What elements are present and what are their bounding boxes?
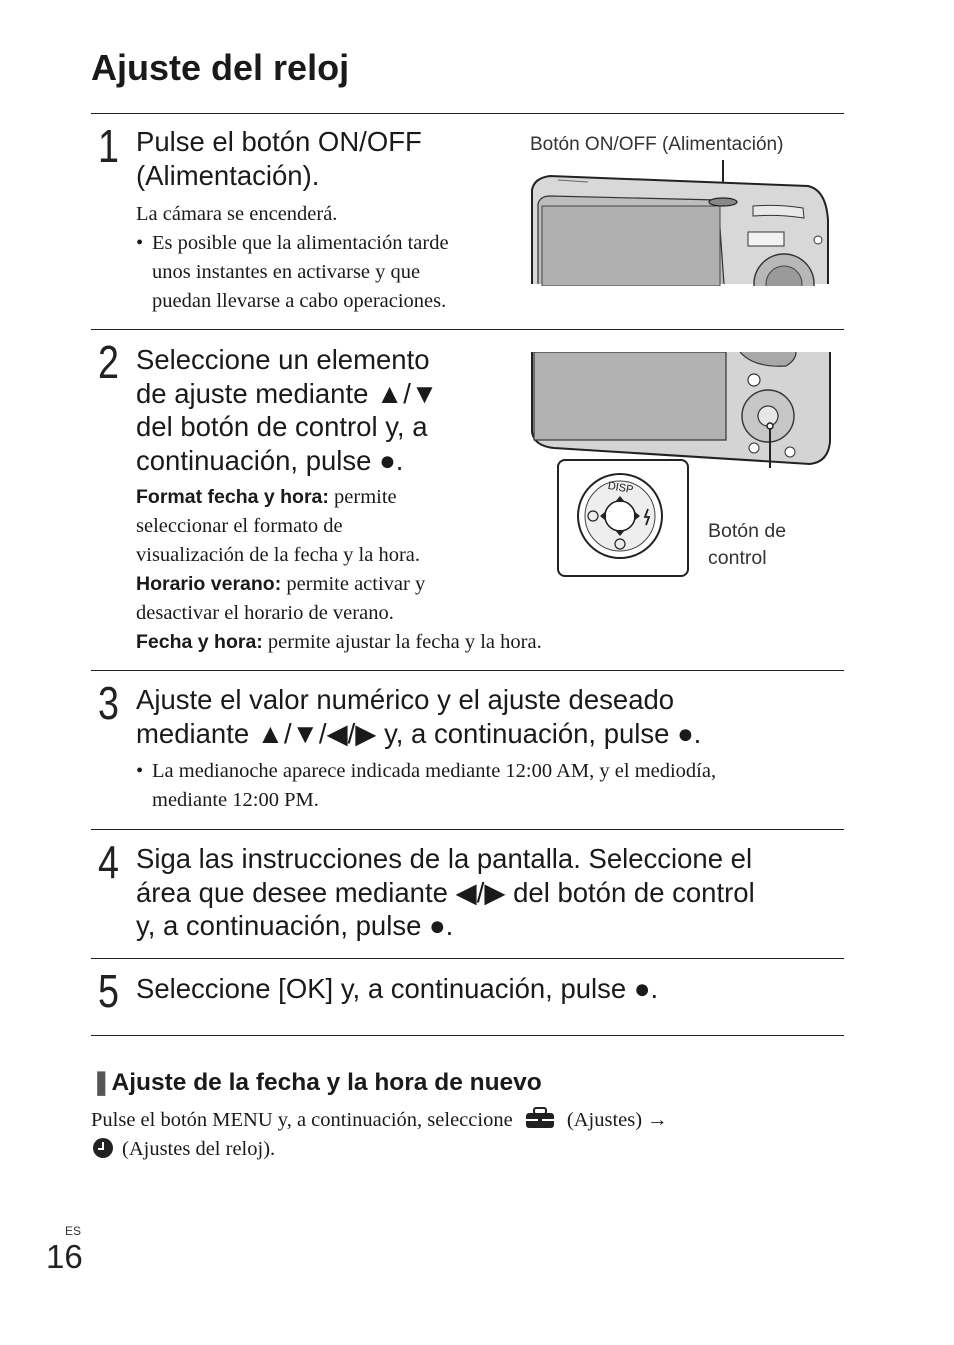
bullet-item	[136, 757, 836, 815]
step-heading	[136, 343, 438, 477]
section-text-part: (Ajustes del reloj).	[122, 1138, 276, 1160]
step-number: 4	[98, 836, 119, 888]
step-heading	[136, 683, 701, 750]
definition-text: permite ajustar la fecha y la hora.	[267, 631, 542, 653]
heading-line: área que desee mediante ◀/▶ del botón de control	[136, 876, 755, 908]
toolbox-icon	[524, 1107, 556, 1129]
bullet-line: unos instantes en activarse y que	[152, 261, 421, 283]
step-number: 1	[98, 120, 119, 172]
bullet-line: mediante 12:00 PM.	[152, 789, 319, 811]
section-text-part: Pulse el botón MENU y, a continuación, seleccione	[91, 1109, 513, 1131]
heading-line: Seleccione un elemento	[136, 344, 430, 375]
section-title: Ajuste de la fecha y la hora de nuevo	[111, 1069, 542, 1096]
step-heading	[136, 972, 658, 1006]
bullet-line: puedan llevarse a cabo operaciones.	[152, 290, 447, 312]
step-heading	[136, 842, 755, 943]
divider	[91, 958, 844, 959]
heading-line: mediante ▲/▼/◀/▶ y, a continuación, pulse ●.	[136, 717, 702, 749]
heading-line: Siga las instrucciones de la pantalla. Seleccione el	[136, 843, 753, 874]
bullet-line: Es posible que la alimentación tarde	[152, 232, 449, 254]
clock-icon	[91, 1137, 117, 1159]
section-text-part: (Ajustes) →	[566, 1109, 668, 1131]
page-title: Ajuste del reloj	[91, 47, 350, 88]
divider	[91, 329, 844, 330]
language-code: ES	[65, 1224, 82, 1238]
section-heading	[91, 1068, 542, 1098]
section-line	[91, 1135, 851, 1164]
control-dial-diagram	[560, 462, 684, 572]
definition-line: seleccionar el formato de	[136, 515, 343, 537]
caption-line: control	[708, 547, 767, 569]
page-number: 16	[46, 1238, 83, 1275]
section-line	[91, 1106, 851, 1135]
bullet-dot: •	[136, 760, 144, 782]
power-button-label: Botón ON/OFF (Alimentación)	[530, 134, 784, 155]
bullet-line: La medianoche aparece indicada mediante 12:00 AM, y el mediodía,	[152, 760, 717, 782]
divider	[91, 829, 844, 830]
definition-term: Format fecha y hora:	[136, 486, 329, 508]
heading-line: de ajuste mediante ▲/▼	[136, 377, 439, 409]
caption-line: Botón de	[708, 520, 787, 542]
section-marker: ❚	[91, 1069, 112, 1096]
step-number: 2	[98, 336, 119, 388]
heading-line: y, a continuación, pulse ●.	[136, 910, 454, 941]
dial-disp-label: DISP	[606, 479, 635, 497]
control-button-label	[708, 518, 786, 572]
step-heading	[136, 125, 422, 192]
bullet-dot: •	[136, 232, 144, 254]
step-text: La cámara se encenderá.	[136, 203, 338, 225]
step-number: 5	[98, 965, 119, 1017]
camera-back-illustration	[528, 352, 834, 468]
definition-term: Horario verano:	[136, 573, 282, 595]
divider	[91, 113, 844, 114]
definition-text: permite activar y	[286, 573, 426, 595]
bullet-item	[136, 229, 516, 316]
definition-line: desactivar el horario de verano.	[136, 602, 394, 624]
heading-line: Pulse el botón ON/OFF	[136, 126, 422, 157]
divider	[91, 1035, 844, 1036]
heading-line: Seleccione [OK] y, a continuación, pulse ●.	[136, 973, 659, 1004]
camera-top-illustration	[528, 160, 838, 286]
heading-line: (Alimentación).	[136, 159, 320, 191]
definition-item	[136, 570, 636, 628]
heading-line: Ajuste el valor numérico y el ajuste deseado	[136, 684, 675, 715]
heading-line: continuación, pulse ●.	[136, 444, 404, 476]
definition-term: Fecha y hora:	[136, 631, 263, 653]
definition-item	[136, 628, 636, 657]
section-text	[91, 1106, 851, 1164]
divider	[91, 670, 844, 671]
definition-line: visualización de la fecha y la hora.	[136, 544, 421, 566]
definition-text: permite	[334, 486, 397, 508]
heading-line: del botón de control y, a	[136, 411, 428, 442]
step-number: 3	[98, 677, 119, 729]
